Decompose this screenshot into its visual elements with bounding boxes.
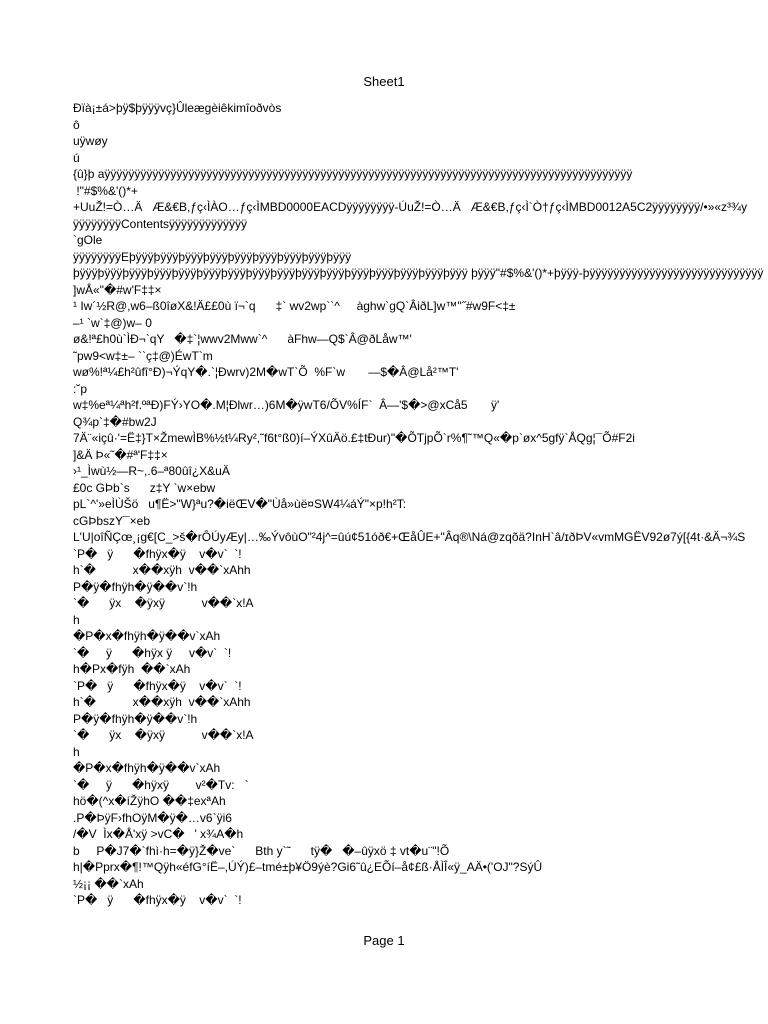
text-line: !"#$%&'()*+	[73, 183, 138, 198]
text-line: wø%!ª¼£h²ûfî°Ð)¬ÝqY�.`¦Ðwrv)2M�wT`Õ %F`w —$�Â@Lå²™T'	[73, 365, 459, 379]
document-body	[73, 100, 768, 909]
text-line: h`� x��xÿh v��`xAhh	[73, 695, 251, 709]
text-line: `P� ÿ �fhÿx�ÿ v�v` `!	[73, 678, 242, 693]
text-line: £0c GÞb`s z‡Y `w×ebw	[73, 480, 216, 495]
text-line: {û}þ aÿÿÿÿÿÿÿÿÿÿÿÿÿÿÿÿÿÿÿÿÿÿÿÿÿÿÿÿÿÿÿÿÿÿÿÿÿÿÿÿÿÿÿÿÿÿÿÿÿÿÿÿÿÿÿÿÿÿÿÿÿÿÿÿÿÿÿÿÿÿÿÿÿÿÿÿÿÿÿÿÿÿÿÿÿÿÿÿ	[73, 167, 633, 181]
text-line: ]wÅ«"�#w'F‡‡×	[73, 282, 162, 297]
text-line: ô	[73, 117, 80, 132]
text-line: h	[73, 744, 80, 759]
text-line: `P� ÿ �fhÿx�ÿ v�v` `!	[73, 893, 242, 907]
text-line: h�Px�fÿh ��`xAh	[73, 662, 191, 676]
text-line: Q¾p`‡�#bw2J	[73, 414, 157, 429]
text-line: ¹ Iw´½R@,w6–ß0îøX&!Ä££0ù ï¬`q ‡` wv2wp``^ àghw`gQ`ÂiðL]w™''˝#w9F<‡±	[73, 299, 516, 313]
text-line: �P�x�fhÿh�ÿ��v`xAh	[73, 761, 221, 775]
text-line: þÿÿÿþÿÿÿþÿÿÿþÿÿÿþÿÿÿþÿÿÿþÿÿÿþÿÿÿþÿÿÿþÿÿÿþÿÿÿþÿÿÿþÿÿÿþÿÿÿþÿÿÿþÿÿÿ þÿÿÿ"#$%&'()*+þÿÿÿ-þÿÿÿÿÿÿÿÿÿÿÿÿÿÿÿÿÿÿÿÿÿÿÿÿÿÿÿÿÿ	[73, 266, 764, 280]
text-line: cGÞbszY¯×eb	[73, 513, 150, 528]
text-line: P�ÿ�fhÿh�ÿ��v`!h	[73, 711, 198, 726]
text-line: ›¹_Ìwù½—R~,.6–ª80ûî¿X&uÄ	[73, 464, 230, 478]
text-line: P�ÿ�fhÿh�ÿ��v`!h	[73, 579, 198, 594]
text-line: .P�ÞÿF›fhOÿM�ÿ�…v6`ÿi6	[73, 810, 232, 825]
text-line: `� ÿ �hÿxÿ v²�Tv: `	[73, 777, 249, 792]
text-line: uÿwøy	[73, 134, 108, 148]
text-line: `gOle	[73, 233, 103, 247]
sheet-title: Sheet1	[363, 74, 405, 89]
text-line: `P� ÿ �fhÿx�ÿ v�v` `!	[73, 546, 242, 561]
text-line: h`� x��xÿh v��`xAhh	[73, 563, 251, 577]
text-line: b P�J7�`fhì·h=�ÿ}Ž�ve` Bth y`˜ tÿ� �–ûÿxö ‡ vt�u¨"!Õ	[73, 843, 450, 858]
text-line: h|�Pprx�¶!™Qÿh«éfG°íË–,ÚÝ)£–tmé±þ¥Ö9ýè?Gi6˜û¿EÕí–å¢£ß·ÅÌÎ«ÿ_AÄ•('OJ"?SýÛ	[73, 860, 543, 874]
text-line: –¹ `w`‡@)w– 0	[73, 315, 152, 330]
text-line: �P�x�fhÿh�ÿ��v`xAh	[73, 629, 221, 643]
text-line: pL`^'»eÌÙŠö u¶Ë>"W}ªu?�iëŒV�"Ùå»ùë¤SW4¼áÝ"×p!h²T:	[73, 497, 407, 511]
text-line: +UuŽ!=Ò…Ä Æ&€B,ƒç‹ÌÀO…ƒç‹ÌMBD0000EACDÿÿÿÿÿÿÿÿ-ÚuŽ!=Ò…Ä Æ&€B,ƒç‹Ì`Ò†ƒç‹ÌMBD0012A5C2ÿÿÿÿÿÿÿÿ/•»«z³¾y	[73, 200, 748, 214]
text-line: ]&Ä Þ«˜�#ª'F‡‡×	[73, 447, 168, 462]
text-line: ½¡¡ ��`xAh	[73, 876, 144, 891]
text-line: :˘p	[73, 381, 88, 396]
text-line: h	[73, 612, 80, 627]
page-footer: Page 1	[363, 933, 405, 948]
text-line: w‡%eª¼ªh²f.ºªÐ)FÝ›YO�.M¦Ðlwr…)6M�ÿwT6/ÕV%ÍF` Â—'$�>@xCå5 ÿ'	[73, 398, 500, 412]
text-line: ø&!ª£h0ù`ÌÐ¬`qY �‡`¦wwv2Mww`^ àFhw—Q$`Â@ðLåw™'	[73, 332, 412, 346]
text-line: ú	[73, 150, 80, 165]
text-line: L'U|oîÑÇœ¸¡g€[C_>š�rÔÚyÆy|…‰ÝvôùO"²4j^=ûú¢51óð€+ŒåÛE+"Âq®\Ná@zqõä?InH`â/ɪðÞV«vmMGËV92ø7ý[{4t·&Ä¬¾S	[73, 530, 746, 544]
text-line: 7Ä¨«içû·'=Ë‡}T×ŽmewÌB%½t¼Ry²,˜f6t°ß0)í–ÝXûÄö.£‡tÐur)"�ÕTjpÕ`r%¶˜™Q«�p`øx^5gfÿ`ÅQg¦¯Õ#F2i	[73, 431, 635, 445]
text-line: `� ÿx �ÿxÿ v��`x!A	[73, 596, 254, 610]
text-line: ÿÿÿÿÿÿÿÿContentsÿÿÿÿÿÿÿÿÿÿÿÿÿ	[73, 216, 248, 231]
text-line: `� ÿ �hÿx ÿ v�v` `!	[73, 645, 232, 660]
text-line: /�V Ìx�Å'xÿ >vC� ' x¾A�h	[73, 827, 244, 841]
text-line: Ðïà¡±á>þÿ$þÿÿÿvç}Ûleægèiêkimîoðvòs	[73, 101, 282, 115]
text-line: ˜pw9<w‡±– ``ç‡@)ÉwT`m	[73, 348, 213, 363]
text-line: `� ÿx �ÿxÿ v��`x!A	[73, 728, 254, 742]
text-line: hö�(^x�íŽÿhO ��‡exªAh	[73, 794, 226, 808]
text-line: ÿÿÿÿÿÿÿÿEþÿÿÿþÿÿÿþÿÿÿþÿÿÿþÿÿÿþÿÿÿþÿÿÿþÿÿÿþÿÿÿ	[73, 249, 352, 264]
